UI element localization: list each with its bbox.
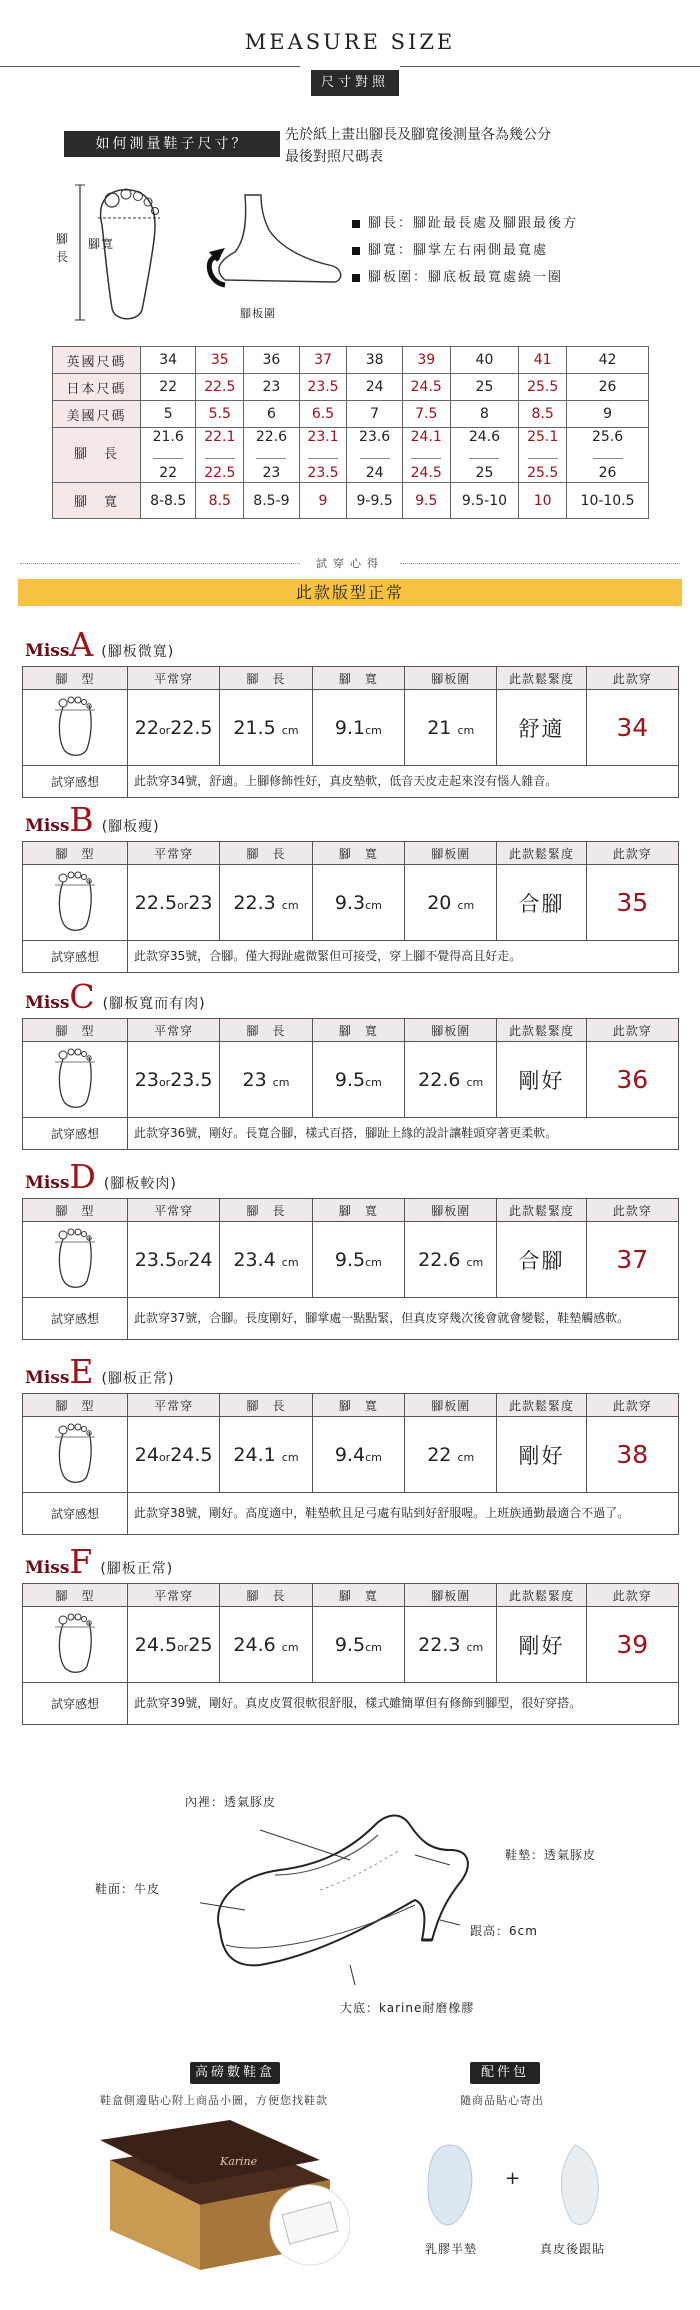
box-caption: 鞋盒側邊貼心附上商品小圖，方便您找鞋款 [100,2094,328,2107]
cell: 8.5 [519,401,567,428]
plus-sign: + [505,2168,522,2189]
size-row-width [53,483,649,519]
tester-header-row [23,1394,679,1417]
worn-size-cell: 38 [586,1417,678,1493]
fit-cell: 剛好 [497,1417,586,1493]
column-header: 腳 型 [23,1584,128,1607]
cell: 10-10.5 [567,483,649,519]
column-header: 腳板圍 [405,842,497,865]
bullet-square-icon [352,247,360,255]
tester-letter: D [69,1157,96,1196]
foot-shape-icon [45,1610,105,1676]
column-header: 腳 型 [23,842,128,865]
foot-shape-icon [45,868,105,934]
foot-width-cell: 9.5cm [312,1042,404,1118]
cell: 24.6 25 [450,428,519,483]
foot-girth-cell: 22 cm [405,1417,497,1493]
column-header: 平常穿 [127,1199,219,1222]
shoe-box-image [90,2120,350,2290]
tester-header-row [23,1584,679,1607]
tester-letter: A [69,625,94,664]
cell: 21.6 22 [141,428,196,483]
cell: 23.1 23.5 [299,428,347,483]
cell: 37 [299,347,347,374]
tester-feedback-row [23,941,679,973]
heel-label: 跟高：6cm [470,1924,538,1938]
worn-size-cell: 36 [586,1042,678,1118]
tester-feedback-row [23,1298,679,1340]
foot-shape-cell [23,1607,128,1683]
column-header: 腳 型 [23,1019,128,1042]
cell: 40 [450,347,519,374]
insole-label: 鞋墊：透氣豚皮 [505,1848,597,1862]
row-label: 腳 寬 [53,483,141,519]
tester-data-row [23,1417,679,1493]
cell: 7 [347,401,402,428]
foot-width-cell: 9.5cm [312,1222,404,1298]
feedback-text: 此款穿37號，合腳。長度剛好，腳掌處一點點緊，但真皮穿幾次後會就會變鬆，鞋墊觸感軟。 [127,1298,678,1340]
cell: 9 [299,483,347,519]
sole-label: 大底：karine耐磨橡膠 [340,2001,475,2015]
column-header: 腳 長 [220,1199,312,1222]
feedback-text: 此款穿36號，剛好。長寬合腳，樣式百搭，腳趾上緣的設計讓鞋頭穿著更柔軟。 [127,1118,678,1150]
foot-length-cell: 22.3 cm [220,865,312,941]
tester-table [22,1198,679,1340]
column-header: 此款鬆緊度 [497,1199,586,1222]
cell: 10 [519,483,567,519]
column-header: 腳 寬 [312,667,404,690]
tester-heading [25,625,175,664]
accessory-caption: 隨商品貼心寄出 [460,2094,544,2107]
howto-question: 如何測量鞋子尺寸？ [64,131,280,157]
cell: 36 [244,347,299,374]
girth-label: 腳板圍 [240,307,276,320]
heel-grip-image [535,2140,615,2230]
cell: 41 [519,347,567,374]
foot-shape-cell [23,1417,128,1493]
column-header: 腳 長 [220,1584,312,1607]
column-header: 此款鬆緊度 [497,1019,586,1042]
foot-girth-cell: 21 cm [405,690,497,766]
tester-data-row [23,865,679,941]
foot-width-label: 腳寬 [88,237,115,251]
cell: 26 [567,374,649,401]
size-row-us [53,401,649,428]
tester-table [22,666,679,798]
tester-table [22,841,679,973]
tester-feedback-row [23,1493,679,1535]
usual-size-cell: 22or22.5 [127,690,219,766]
tester-heading [25,977,206,1016]
foot-shape-icon [45,1225,105,1291]
cell: 24.1 24.5 [402,428,450,483]
column-header: 此款穿 [586,1199,678,1222]
foot-shape-cell [23,1042,128,1118]
column-header: 腳板圍 [405,1019,497,1042]
subtitle-badge: 尺寸對照 [311,70,399,96]
foot-width-cell: 9.1cm [312,690,404,766]
worn-size-cell: 34 [586,690,678,766]
column-header: 此款鬆緊度 [497,667,586,690]
feedback-text: 此款穿38號，剛好。高度適中，鞋墊軟且足弓處有貼到好舒服喔。上班族通勤最適合不過了。 [127,1493,678,1535]
column-header: 此款穿 [586,1584,678,1607]
cell: 42 [567,347,649,374]
size-chart-table [52,346,649,519]
size-row-uk [53,347,649,374]
feedback-label: 試穿感想 [23,941,128,973]
tester-heading [25,1352,175,1391]
column-header: 平常穿 [127,842,219,865]
cell: 25.1 25.5 [519,428,567,483]
column-header: 腳板圍 [405,1199,497,1222]
size-row-length [53,428,649,483]
column-header: 腳 寬 [312,1019,404,1042]
column-header: 腳 型 [23,667,128,690]
cell: 25.5 [519,374,567,401]
column-header: 平常穿 [127,1584,219,1607]
bullet-square-icon [352,274,360,282]
column-header: 此款鬆緊度 [497,842,586,865]
cell: 23 [244,374,299,401]
cell: 38 [347,347,402,374]
box-badge: 高磅數鞋盒 [190,2062,280,2084]
cell: 8.5 [196,483,244,519]
column-header: 此款鬆緊度 [497,1584,586,1607]
column-header: 腳 型 [23,1199,128,1222]
foot-shape-icon [45,1420,105,1486]
worn-size-cell: 39 [586,1607,678,1683]
fit-cell: 剛好 [497,1042,586,1118]
column-header: 腳板圍 [405,667,497,690]
foot-shape-icon [45,1045,105,1111]
column-header: 此款穿 [586,1019,678,1042]
tester-letter: C [69,977,95,1016]
gel-half-pad-image [420,2140,480,2230]
column-header: 此款穿 [586,1394,678,1417]
cell: 7.5 [402,401,450,428]
feedback-label: 試穿感想 [23,1493,128,1535]
tester-data-row [23,690,679,766]
cell: 8-8.5 [141,483,196,519]
cell: 5.5 [196,401,244,428]
howto-answer-line2: 最後對照尺碼表 [285,149,383,165]
howto-answer [285,124,551,168]
foot-girth-cell: 22.6 cm [405,1222,497,1298]
cell: 22.6 23 [244,428,299,483]
foot-length-cell: 24.1 cm [220,1417,312,1493]
tester-prefix: Miss [25,641,70,661]
worn-size-cell: 35 [586,865,678,941]
accessory-item-1: 乳膠半墊 [425,2242,478,2256]
tester-letter: F [69,1542,93,1581]
tester-foot-desc: (腳板較肉) [103,1176,177,1192]
tester-table [22,1393,679,1535]
cell: 24.5 [402,374,450,401]
foot-girth-cell: 22.6 cm [405,1042,497,1118]
foot-shape-icon [45,693,105,759]
box-brand-text: Karine [220,2155,258,2168]
trial-heading: 試穿心得 [316,557,384,570]
lining-label: 內裡：透氣豚皮 [185,1795,277,1809]
tester-heading [25,1542,174,1581]
title-rule-right [400,66,700,67]
column-header: 平常穿 [127,1394,219,1417]
column-header: 腳 長 [220,1394,312,1417]
column-header: 平常穿 [127,667,219,690]
tester-feedback-row [23,766,679,798]
tester-foot-desc: (腳板寬而有肉) [102,996,206,1012]
tester-header-row [23,667,679,690]
foot-girth-diagram [185,190,345,300]
cell: 25.6 26 [567,428,649,483]
cell: 35 [196,347,244,374]
tester-header-row [23,842,679,865]
tester-table [22,1018,679,1150]
fit-cell: 舒適 [497,690,586,766]
cell: 9 [567,401,649,428]
tester-prefix: Miss [25,1173,70,1193]
tester-foot-desc: (腳板瘦) [101,819,160,835]
tester-foot-desc: (腳板微寬) [101,644,175,660]
cell: 39 [402,347,450,374]
tester-heading [25,800,160,839]
tester-feedback-row [23,1683,679,1725]
column-header: 腳 寬 [312,842,404,865]
foot-length-cell: 24.6 cm [220,1607,312,1683]
cell: 34 [141,347,196,374]
column-header: 腳 寬 [312,1394,404,1417]
definition-girth: 腳板圍：腳底板最寬處繞一圈 [352,264,578,291]
column-header: 此款鬆緊度 [497,1394,586,1417]
tester-header-row [23,1019,679,1042]
foot-width-cell: 9.5cm [312,1607,404,1683]
tester-prefix: Miss [25,1368,70,1388]
page-title: MEASURE SIZE [244,30,456,54]
tester-feedback-row [23,1118,679,1150]
tester-prefix: Miss [25,1558,70,1578]
tester-prefix: Miss [25,816,70,836]
cell: 6 [244,401,299,428]
fit-banner: 此款版型正常 [18,579,682,606]
tester-data-row [23,1607,679,1683]
upper-label: 鞋面：牛皮 [95,1882,161,1896]
cell: 8.5-9 [244,483,299,519]
row-label: 日本尺碼 [53,374,141,401]
title-rule-left [0,66,300,67]
tester-heading [25,1157,177,1196]
cell: 25 [450,374,519,401]
definition-width: 腳寬：腳掌左右兩側最寬處 [352,237,578,264]
tester-foot-desc: (腳板正常) [100,1561,174,1577]
foot-width-cell: 9.3cm [312,865,404,941]
column-header: 此款穿 [586,667,678,690]
cell: 22 [141,374,196,401]
column-header: 腳板圍 [405,1584,497,1607]
tester-header-row [23,1199,679,1222]
column-header: 腳 寬 [312,1584,404,1607]
cell: 24 [347,374,402,401]
fit-cell: 合腳 [497,865,586,941]
column-header: 腳板圍 [405,1394,497,1417]
tester-letter: E [69,1352,94,1391]
usual-size-cell: 23or23.5 [127,1042,219,1118]
accessory-badge: 配件包 [470,2062,540,2084]
cell: 6.5 [299,401,347,428]
tester-table [22,1583,679,1725]
foot-length-cell: 21.5 cm [220,690,312,766]
feedback-label: 試穿感想 [23,1118,128,1150]
cell: 8 [450,401,519,428]
accessory-item-2: 真皮後跟貼 [540,2242,606,2256]
feedback-label: 試穿感想 [23,766,128,798]
definition-length: 腳長：腳趾最長處及腳跟最後方 [352,210,578,237]
cell: 23.5 [299,374,347,401]
foot-girth-cell: 22.3 cm [405,1607,497,1683]
column-header: 腳 長 [220,667,312,690]
feedback-text: 此款穿35號，合腳。僅大拇趾處微緊但可接受，穿上腳不覺得高且好走。 [127,941,678,973]
cell: 9.5 [402,483,450,519]
tester-data-row [23,1042,679,1118]
feedback-text: 此款穿39號，剛好。真皮皮質很軟很舒服，樣式雖簡單但有修飾到腳型，很好穿搭。 [127,1683,678,1725]
foot-length-label: 腳長 [56,232,70,264]
column-header: 此款穿 [586,842,678,865]
usual-size-cell: 24or24.5 [127,1417,219,1493]
foot-shape-cell [23,1222,128,1298]
fit-cell: 合腳 [497,1222,586,1298]
cell: 9-9.5 [347,483,402,519]
tester-prefix: Miss [25,993,70,1013]
column-header: 腳 寬 [312,1199,404,1222]
cell: 9.5-10 [450,483,519,519]
cell: 23.6 24 [347,428,402,483]
row-label: 英國尺碼 [53,347,141,374]
worn-size-cell: 37 [586,1222,678,1298]
foot-shape-cell [23,865,128,941]
foot-girth-cell: 20 cm [405,865,497,941]
foot-width-cell: 9.4cm [312,1417,404,1493]
foot-shape-cell [23,690,128,766]
usual-size-cell: 22.5or23 [127,865,219,941]
cell: 5 [141,401,196,428]
shoe-illustration [200,1780,500,2000]
row-label: 腳 長 [53,428,141,483]
usual-size-cell: 24.5or25 [127,1607,219,1683]
fit-cell: 剛好 [497,1607,586,1683]
howto-answer-line1: 先於紙上畫出腳長及腳寬後測量各為幾公分 [285,127,551,143]
column-header: 腳 長 [220,1019,312,1042]
column-header: 平常穿 [127,1019,219,1042]
usual-size-cell: 23.5or24 [127,1222,219,1298]
tester-foot-desc: (腳板正常) [101,1371,175,1387]
column-header: 腳 長 [220,842,312,865]
row-label: 美國尺碼 [53,401,141,428]
cell: 22.5 [196,374,244,401]
measure-definitions [352,210,578,291]
tester-letter: B [69,800,94,839]
size-row-jp [53,374,649,401]
feedback-label: 試穿感想 [23,1683,128,1725]
cell: 22.1 22.5 [196,428,244,483]
feedback-label: 試穿感想 [23,1298,128,1340]
bullet-square-icon [352,220,360,228]
tester-data-row [23,1222,679,1298]
foot-length-cell: 23 cm [220,1042,312,1118]
foot-length-cell: 23.4 cm [220,1222,312,1298]
feedback-text: 此款穿34號，舒適。上腳修飾性好，真皮墊軟，低音天皮走起來沒有惱人雜音。 [127,766,678,798]
column-header: 腳 型 [23,1394,128,1417]
